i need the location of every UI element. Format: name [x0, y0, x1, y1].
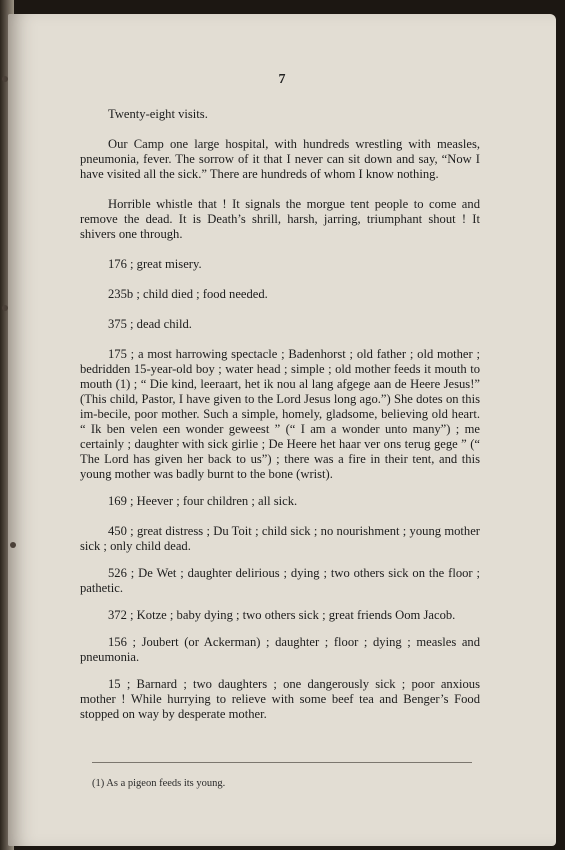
page-number: 7	[278, 72, 286, 87]
binding-hole-mark	[2, 76, 8, 82]
paragraph: 169 ; Heever ; four children ; all sick.	[108, 494, 298, 508]
paragraph: 450 ; great distress ; Du Toit ; child sick ; no nourishment ; young mother sick ; only child dead.	[80, 524, 480, 553]
binding-hole-mark	[10, 542, 16, 548]
paragraph: Our Camp one large hospital, with hundreds wrestling with measles, pneumonia, fever. The sorrow of it that I never can sit down and say, “Now I have visited all the sick.” There are hundreds of whom I know nothing.	[80, 137, 480, 181]
paragraph: 175 ; a most harrowing spectacle ; Badenhorst ; old father ; old mother ; bedridden 15-year-old boy ; water head ; simple ; old mother feeds it mouth to mouth (1) ; “ Die kind, leeraart, het ik nou al lang afgege aan de Heere Jesus!” (This child, Pastor, I have given to the Lord Jesus long ago.”) She dotes on this im-becile, poor mother. Such a simple, homely, gladsome, believing old heart. “ Ik ben velen een wonder geweest ” (“ I am a wonder unto many”) ; me certainly ; daughter with sick girlie ; De Heere het haar ver ons terug gege ” (“ The Lord has given her back to us”) ; there was a fire in their tent, and this young mother was badly burnt to the bone (wrist).	[80, 347, 480, 481]
binding-hole-mark	[2, 305, 8, 311]
paragraph: 375 ; dead child.	[108, 317, 192, 331]
paragraph: 372 ; Kotze ; baby dying ; two others sick ; great friends Oom Jacob.	[108, 608, 456, 622]
body-text	[80, 107, 480, 734]
paragraph: 176 ; great misery.	[108, 257, 202, 271]
footnote-divider	[92, 762, 472, 763]
paragraph: 156 ; Joubert (or Ackerman) ; daughter ; floor ; dying ; measles and pneumonia.	[80, 635, 480, 664]
page-sheet	[8, 14, 556, 846]
paragraph: Horrible whistle that ! It signals the morgue tent people to come and remove the dead. It is Death’s shrill, harsh, jarring, triumphant shout ! It shivers one through.	[80, 197, 480, 241]
paragraph: 235b ; child died ; food needed.	[108, 287, 268, 301]
footnote: (1) As a pigeon feeds its young.	[92, 778, 226, 789]
paragraph: 526 ; De Wet ; daughter delirious ; dying ; two others sick on the floor ; pathetic.	[80, 566, 480, 595]
paragraph: Twenty-eight visits.	[108, 107, 208, 121]
paragraph: 15 ; Barnard ; two daughters ; one dangerously sick ; poor anxious mother ! While hurrying to relieve with some beef tea and Benger’s Food stopped on way by desperate mother.	[80, 677, 480, 721]
